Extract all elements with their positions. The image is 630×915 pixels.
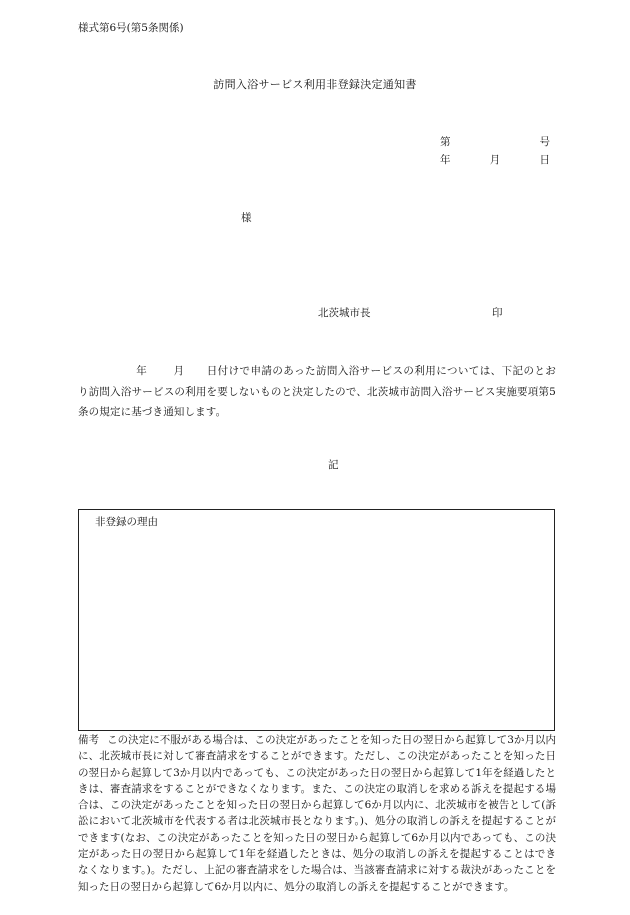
date-month: 月 <box>489 154 501 166</box>
reason-box <box>78 509 555 731</box>
remarks-text: この決定に不服がある場合は、この決定があったことを知った日の翌日から起算して3か月以内に、北茨城市長に対して審査請求をすることができます。ただし、この決定があったことを知った日の翌日から起算して3か月以内であっても、この決定があった日の翌日から起算して1年を経過したときは、審査請求をすることができなくなります。また、この決定の取消しを求める訴えを提起する場合は、この決定があったことを知った日の翌日から起算して6か月以内に、北茨城市を被告として(訴訟において北茨城市を代表する者は北茨城市長となります。)、処分の取消しの訴えを提起することができます(なお、この決定があったことを知った日の翌日から起算して6か月以内であっても、この決定があった日の翌日から起算して1年を経過したときは、処分の取消しの訴えを提起することはできなくなります。)。ただし、上記の審査請求をした場合は、当該審査請求に対する裁決があったことを知った日の翌日から起算して6か月以内に、処分の取消しの訴えを提起することができます。 <box>78 734 557 893</box>
remarks-section <box>78 732 556 895</box>
reason-label: 非登録の理由 <box>95 516 158 528</box>
body-year: 年 <box>136 365 148 377</box>
issuer-name: 北茨城市長 <box>318 307 371 319</box>
notice-body <box>78 361 556 423</box>
body-month: 月 <box>173 365 185 377</box>
ki-heading: 記 <box>328 459 339 471</box>
form-number-label: 様式第6号(第5条関係) <box>78 22 184 34</box>
document-date-line <box>440 152 550 167</box>
seal-mark: 印 <box>492 307 503 319</box>
body-text: 日付けで申請のあった訪問入浴サービスの利用については、下記のとおり訪問入浴サービスの利用を要しないものと決定したので、北茨城市訪問入浴サービス実施要項第5条の規定に基づき通知します。 <box>78 365 556 418</box>
document-title: 訪問入浴サービス利用非登録決定通知書 <box>213 78 417 91</box>
date-day: 日 <box>539 154 550 166</box>
number-suffix: 号 <box>539 136 550 148</box>
remarks-heading: 備考 <box>78 734 100 746</box>
document-number-line <box>440 134 550 149</box>
addressee-honorific: 様 <box>241 212 252 224</box>
date-year: 年 <box>440 154 451 166</box>
number-prefix: 第 <box>440 136 451 148</box>
